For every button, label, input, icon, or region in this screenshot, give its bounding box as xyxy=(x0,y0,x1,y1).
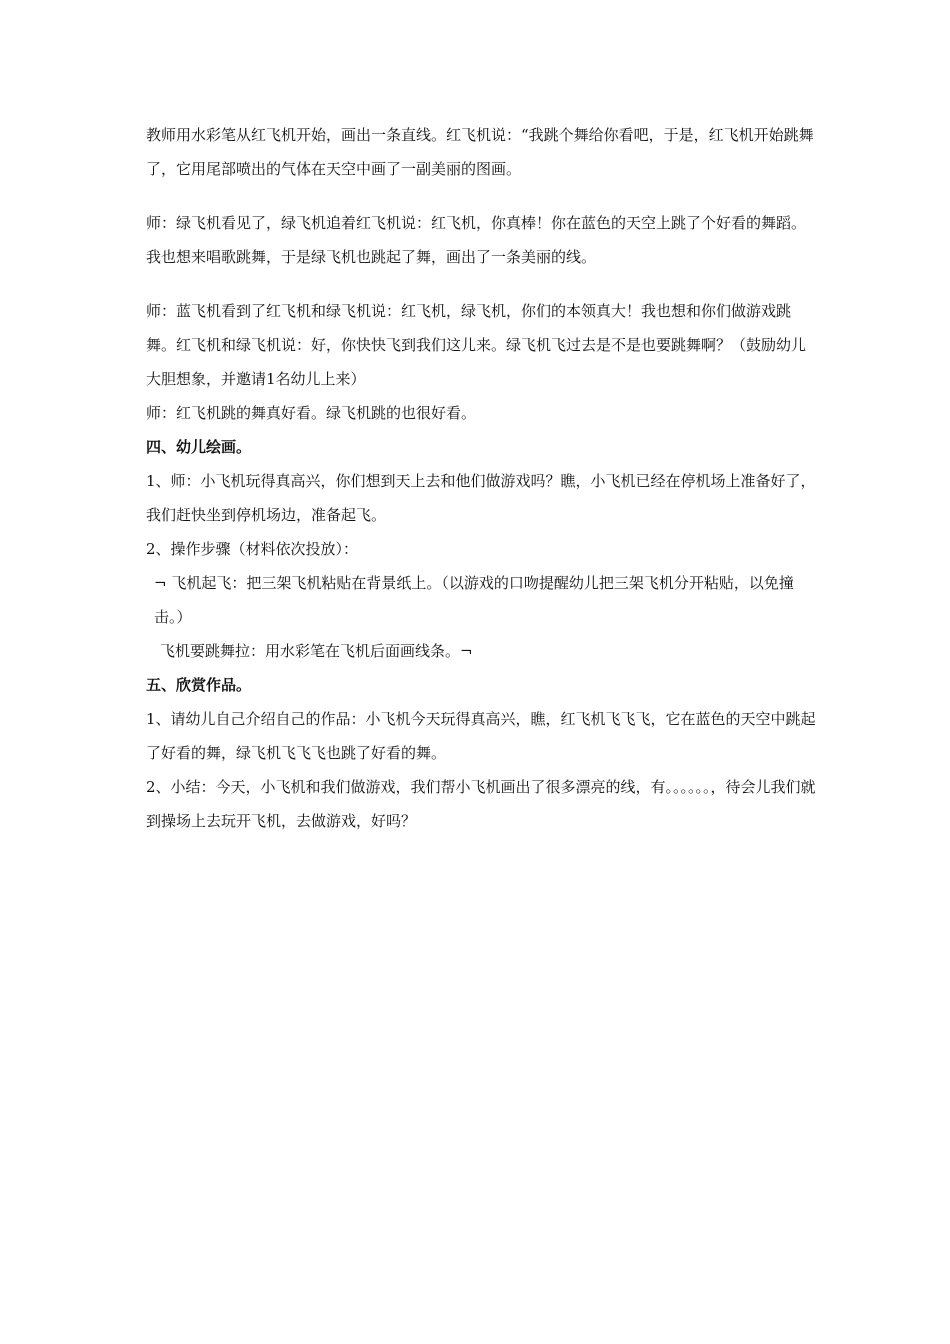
paragraph-blue-plane: 师：蓝飞机看到了红飞机和绿飞机说：红飞机，绿飞机，你们的本领真大！我也想和你们做游戏跳舞。红飞机和绿飞机说：好，你快快飞到我们这儿来。绿飞机飞过去是不是也要跳舞啊？（鼓励幼儿大胆想象，并邀请1名幼儿上来） xyxy=(146,302,807,388)
paragraph-summary: 2、小结：今天，小飞机和我们做游戏，我们帮小飞机画出了很多漂亮的线，有。。。。。。，待会儿我们就到操场上去玩开飞机，去做游戏，好吗？ xyxy=(146,778,816,830)
paragraph-steps-title: 2、操作步骤（材料依次投放）： xyxy=(146,540,359,558)
document-body xyxy=(146,118,816,838)
paragraph-drawing-intro: 1、师：小飞机玩得真高兴，你们想到天上去和他们做游戏吗？瞧，小飞机已经在停机场上准备好了，我们赶快坐到停机场边，准备起飞。 xyxy=(146,472,816,524)
paragraph-teacher-praise: 师：红飞机跳的舞真好看。绿飞机跳的也很好看。 xyxy=(146,404,477,422)
section-heading-drawing: 四、幼儿绘画。 xyxy=(146,438,252,456)
section-heading-appreciation: 五、欣赏作品。 xyxy=(146,676,252,694)
paragraph-red-plane: 教师用水彩笔从红飞机开始，画出一条直线。红飞机说：“我跳个舞给你看吧，于是，红飞机开始跳舞了，它用尾部喷出的气体在天空中画了一副美丽的图画。 xyxy=(146,126,814,178)
paragraph-self-introduce: 1、请幼儿自己介绍自己的作品：小飞机今天玩得真高兴，瞧，红飞机飞飞飞，它在蓝色的天空中跳起了好看的舞，绿飞机飞飞飞也跳了好看的舞。 xyxy=(146,710,816,762)
paragraph-step-dance: 飞机要跳舞拉：用水彩笔在飞机后面画线条。¬ xyxy=(160,642,473,660)
paragraph-green-plane: 师：绿飞机看见了，绿飞机追着红飞机说：红飞机，你真棒！你在蓝色的天空上跳了个好看的舞蹈。我也想来唱歌跳舞，于是绿飞机也跳起了舞，画出了一条美丽的线。 xyxy=(146,214,807,266)
paragraph-step-takeoff: ¬ 飞机起飞：把三架飞机粘贴在背景纸上。（以游戏的口吻提醒幼儿把三架飞机分开粘贴，以免撞击。） xyxy=(154,574,794,626)
